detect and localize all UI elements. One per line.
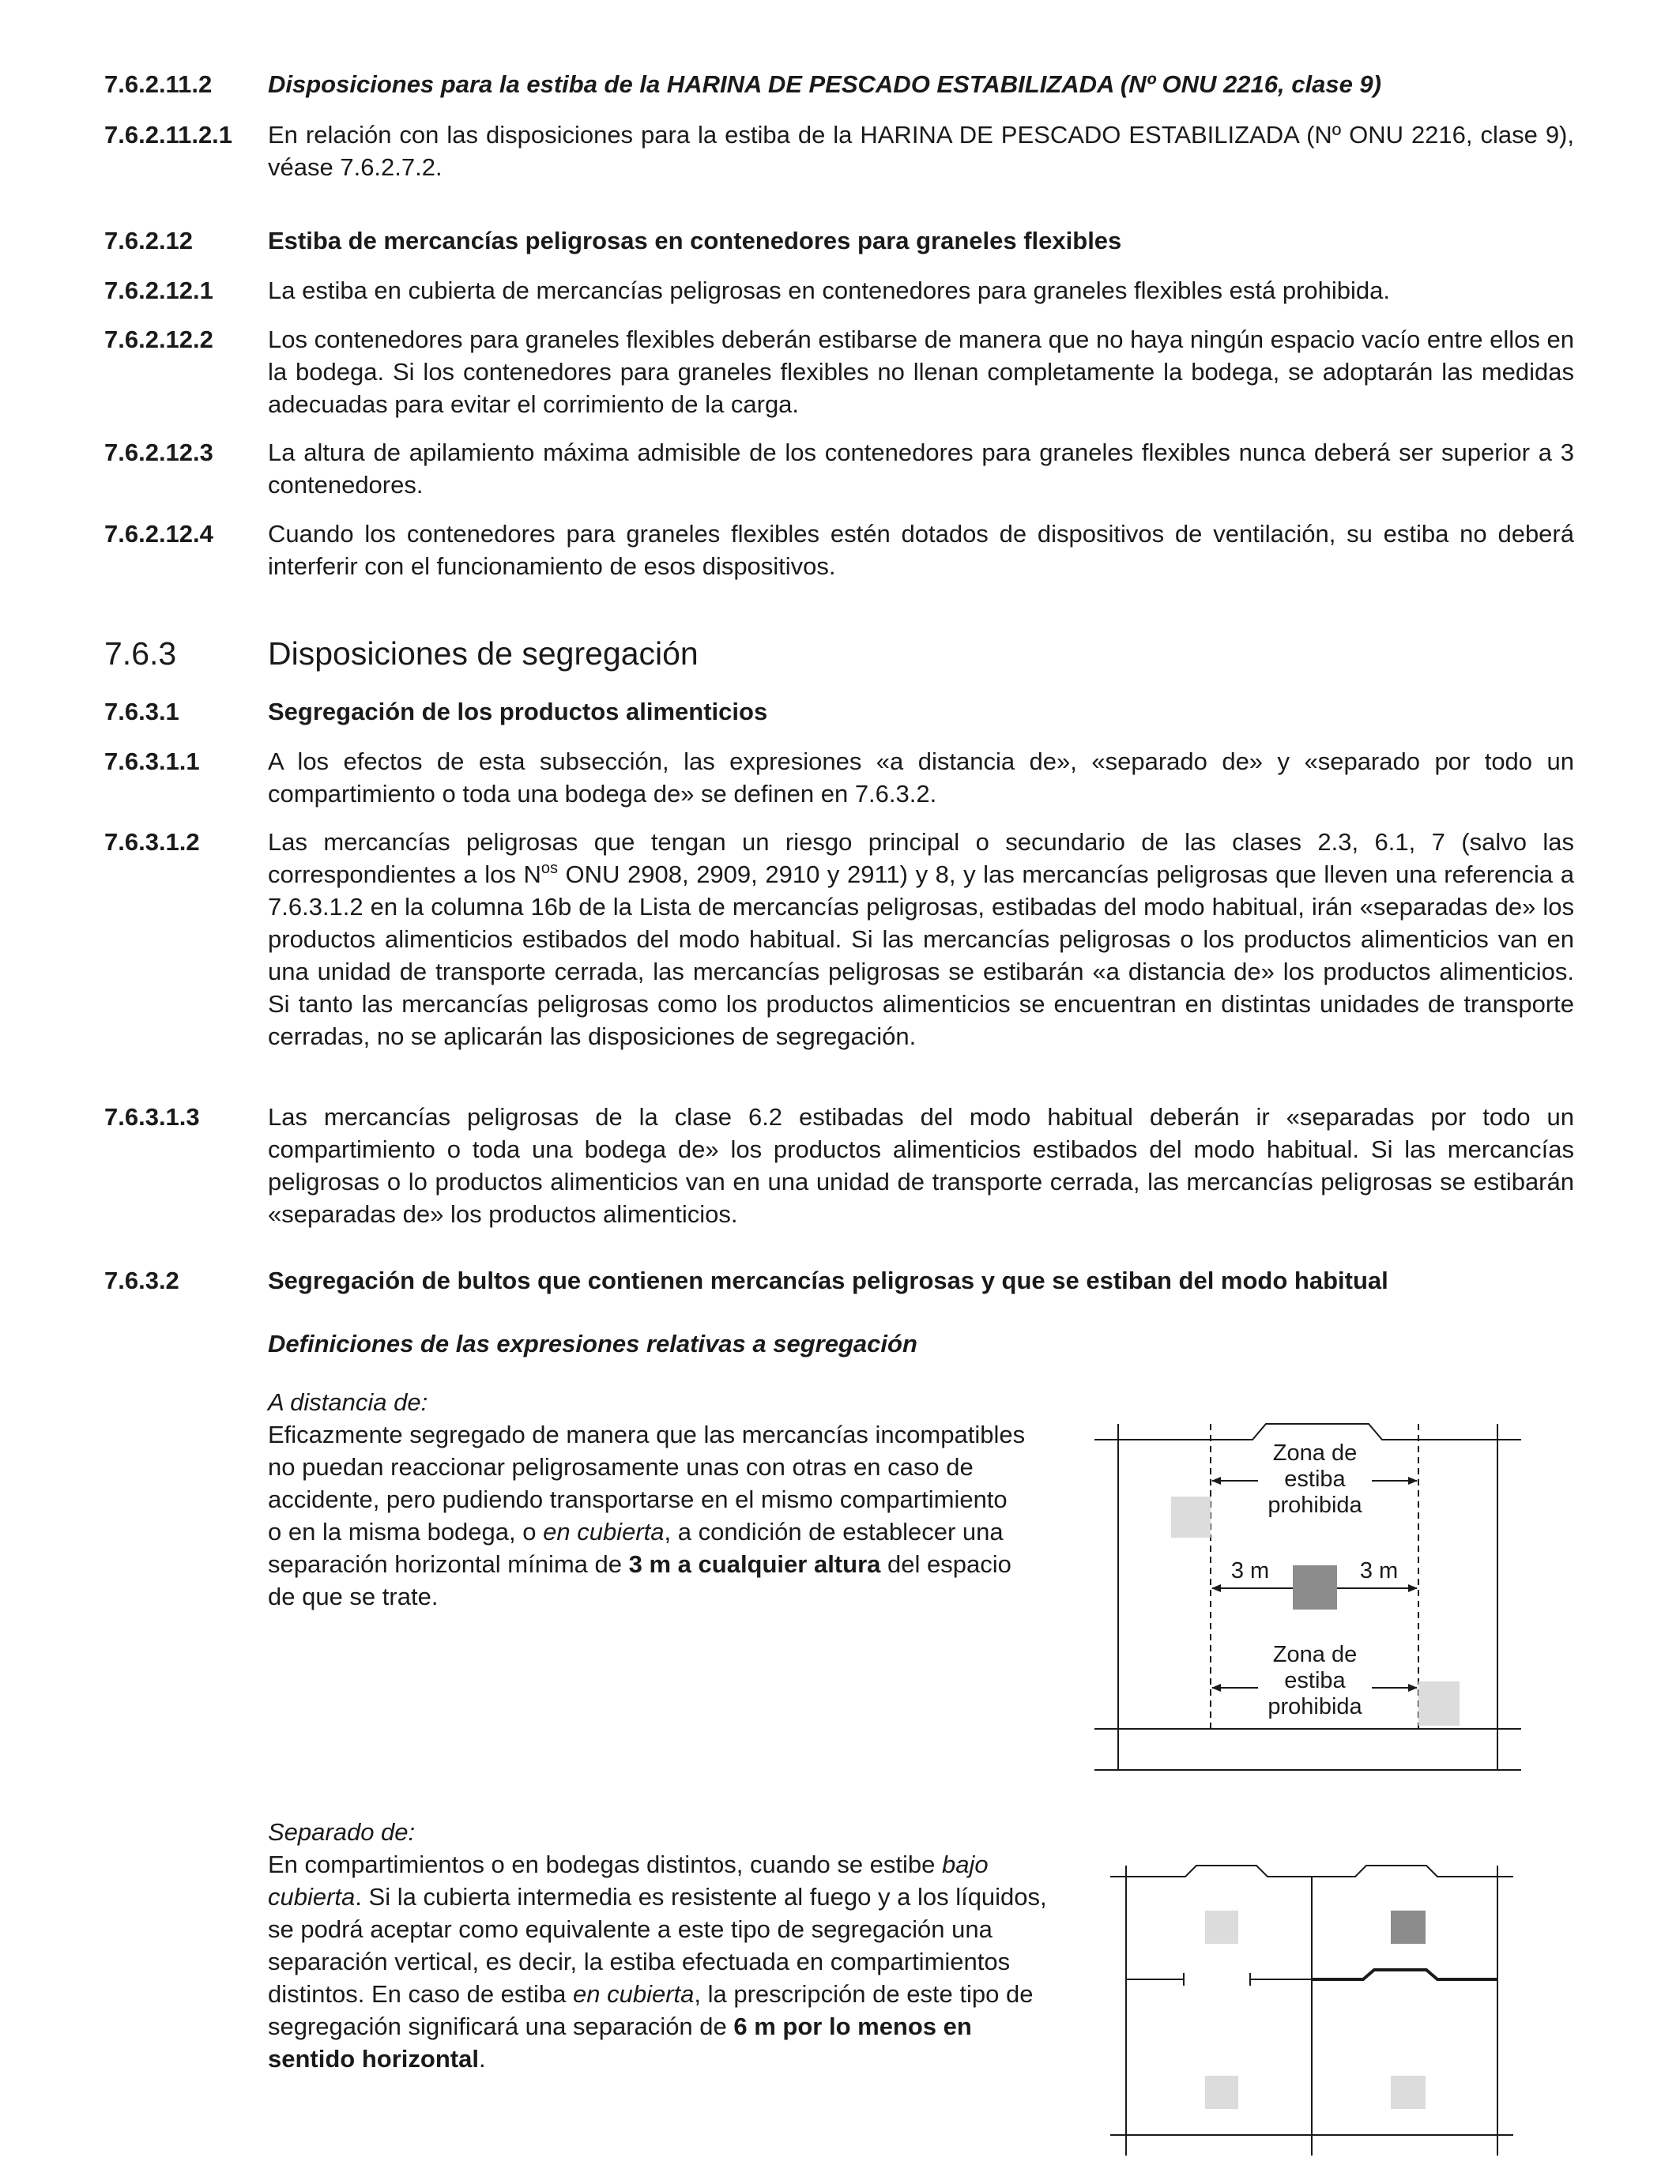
section-title: Segregación de los productos alimenticios — [268, 698, 768, 725]
deck-line-top — [1094, 1424, 1521, 1440]
paragraph: Cuando los contenedores para graneles flexibles estén dotados de dispositivos de ventilación, su estiba no deberá interferir con el funcionamiento de esos dispositivos. — [268, 520, 1574, 580]
separado-diagram — [1098, 1845, 1525, 2161]
distance-label-left: 3 m — [1230, 1558, 1270, 1583]
definition-text — [268, 1418, 1026, 1613]
definition-part-italic: en cubierta — [543, 1518, 665, 1546]
section-title: Disposiciones de segregación — [268, 635, 699, 672]
definition-title: A distancia de: — [268, 1388, 428, 1416]
section-title: Disposiciones para la estiba de la HARINA DE PESCADO ESTABILIZADA (Nº ONU 2216, clase 9) — [268, 70, 1381, 98]
definition-part-bold: 3 m a cualquier altura — [628, 1550, 881, 1578]
section-number: 7.6.2.11.2.1 — [104, 121, 233, 149]
section-title: Estiba de mercancías peligrosas en contenedores para graneles flexibles — [268, 227, 1122, 254]
definition-part-bold: 6 m por lo menos en sentido horizontal — [268, 2013, 972, 2073]
definition-part: , a condición de establecer una separación horizontal mínima de — [268, 1518, 1004, 1578]
intermediate-deck-right — [1312, 1970, 1497, 1979]
section-number: 7.6.3.1.2 — [104, 828, 200, 856]
section-number: 7.6.3.2 — [104, 1267, 179, 1294]
section-number: 7.6.2.12.3 — [104, 439, 213, 466]
section-number: 7.6.2.12.1 — [104, 277, 213, 304]
section-title: Segregación de bultos que contienen mercancías peligrosas y que se estiban del modo habitual — [268, 1267, 1388, 1294]
zone-label-bottom-3: prohibida — [1268, 1694, 1362, 1719]
paragraph: Los contenedores para graneles flexibles deberán estibarse de manera que no haya ningún espacio vacío entre ellos en la bodega. Si los contenedores para graneles flexibles no llenan completamente la bodega, se adoptarán las medidas adecuadas para evitar el corrimiento de la carga. — [268, 326, 1574, 418]
zone-label-top-1: Zona de — [1272, 1440, 1358, 1466]
definition-part: En compartimientos o en bodegas distintos, cuando se estibe — [268, 1851, 943, 1878]
section-number: 7.6.3 — [104, 635, 177, 672]
paragraph — [268, 826, 1574, 1052]
zone-label-top-2: estiba — [1284, 1467, 1346, 1492]
definition-part: , la prescripción de este tipo de segregación significará una separación de — [268, 1980, 1034, 2040]
paragraph-part: ONU 2908, 2909, 2910 y 2911) y 8, y las mercancías peligrosas que lleven una referencia a 7.6.3.1.2 en la columna 16b de la Lista de mercancías peligrosas, estibadas del modo habitual, irán «separadas de» los productos alimenticios estibados del modo habitual. Si las mercancías peligrosas o los productos alimenticios van en una unidad de transporte cerrada, las mercancías peligrosas se estibarán «a distancia de» los productos alimenticios. Si tanto las mercancías peligrosas como los productos alimenticios se encuentran en distintas unidades de transporte cerradas, no se aplicarán las disposiciones de segregación. — [268, 860, 1574, 1050]
dangerous-goods-box — [1293, 1565, 1337, 1610]
definition-text — [268, 1848, 1058, 2075]
paragraph: La altura de apilamiento máxima admisible de los contenedores para graneles flexibles nunca deberá ser superior a 3 contenedores. — [268, 439, 1574, 499]
other-cargo-box-lower-left — [1205, 2076, 1238, 2109]
paragraph: En relación con las disposiciones para la estiba de la HARINA DE PESCADO ESTABILIZADA (Nº ONU 2216, clase 9), véase 7.6.2.7.2. — [268, 121, 1574, 181]
other-cargo-box-upper-left — [1205, 1911, 1238, 1944]
deck-line-top — [1110, 1866, 1513, 1877]
dangerous-goods-box — [1391, 1911, 1426, 1944]
definition-part: . — [478, 2045, 486, 2073]
other-cargo-box-top-left — [1171, 1497, 1211, 1538]
paragraph-part: Las mercancías peligrosas que tengan un riesgo principal o secundario de las clases 2.3, 6.1, 7 (salvo las correspondientes a los N — [268, 828, 1574, 888]
section-number: 7.6.3.1.3 — [104, 1103, 200, 1131]
section-number: 7.6.2.12.2 — [104, 326, 213, 353]
definition-part: Eficazmente segregado de manera que las mercancías incompatibles no puedan reaccionar peligrosamente unas con otras en caso de accidente, pero pudiendo transportarse en el mismo compartimiento o en la misma bodega, o — [268, 1421, 1026, 1546]
definition-part-italic: en cubierta — [573, 1980, 695, 2008]
other-cargo-box-bottom-right — [1418, 1681, 1460, 1726]
section-number: 7.6.3.1.1 — [104, 747, 200, 775]
paragraph: A los efectos de esta subsección, las expresiones «a distancia de», «separado de» y «separado por todo un compartimiento o toda una bodega de» se definen en 7.6.3.2. — [268, 747, 1574, 808]
definition-part: . Si la cubierta intermedia es resistente al fuego y a los líquidos, se podrá aceptar como equivalente a este tipo de segregación una separación vertical, es decir, la estiba efectuada en compartimientos distintos. En caso de estiba — [268, 1883, 1047, 2008]
paragraph: La estiba en cubierta de mercancías peligrosas en contenedores para graneles flexibles está prohibida. — [268, 277, 1390, 304]
distance-label-right: 3 m — [1359, 1558, 1399, 1583]
definition-title: Separado de: — [268, 1818, 416, 1846]
superscript: os — [541, 860, 558, 877]
a-distancia-diagram — [1083, 1406, 1533, 1778]
zone-label-top-3: prohibida — [1268, 1493, 1362, 1518]
definition-part: del espacio de que se trate. — [268, 1550, 1011, 1610]
section-number: 7.6.2.12.4 — [104, 520, 213, 548]
paragraph: Las mercancías peligrosas de la clase 6.2 estibadas del modo habitual deberán ir «separadas por todo un compartimiento o toda una bodega de» los productos alimenticios estibados del modo habitual. Si las mercancías peligrosas o lo productos alimenticios van en una unidad de transporte cerrada, las mercancías peligrosas se estibarán «separadas de» los productos alimenticios. — [268, 1103, 1574, 1228]
zone-label-bottom-1: Zona de — [1272, 1642, 1358, 1667]
section-number: 7.6.2.12 — [104, 227, 194, 254]
definitions-subtitle: Definiciones de las expresiones relativas a segregación — [268, 1330, 917, 1357]
zone-label-bottom-2: estiba — [1284, 1668, 1346, 1693]
other-cargo-box-lower-right — [1391, 2076, 1426, 2109]
section-number: 7.6.2.11.2 — [104, 70, 213, 98]
section-number: 7.6.3.1 — [104, 698, 179, 725]
definition-part-italic: bajo cubierta — [268, 1851, 989, 1911]
